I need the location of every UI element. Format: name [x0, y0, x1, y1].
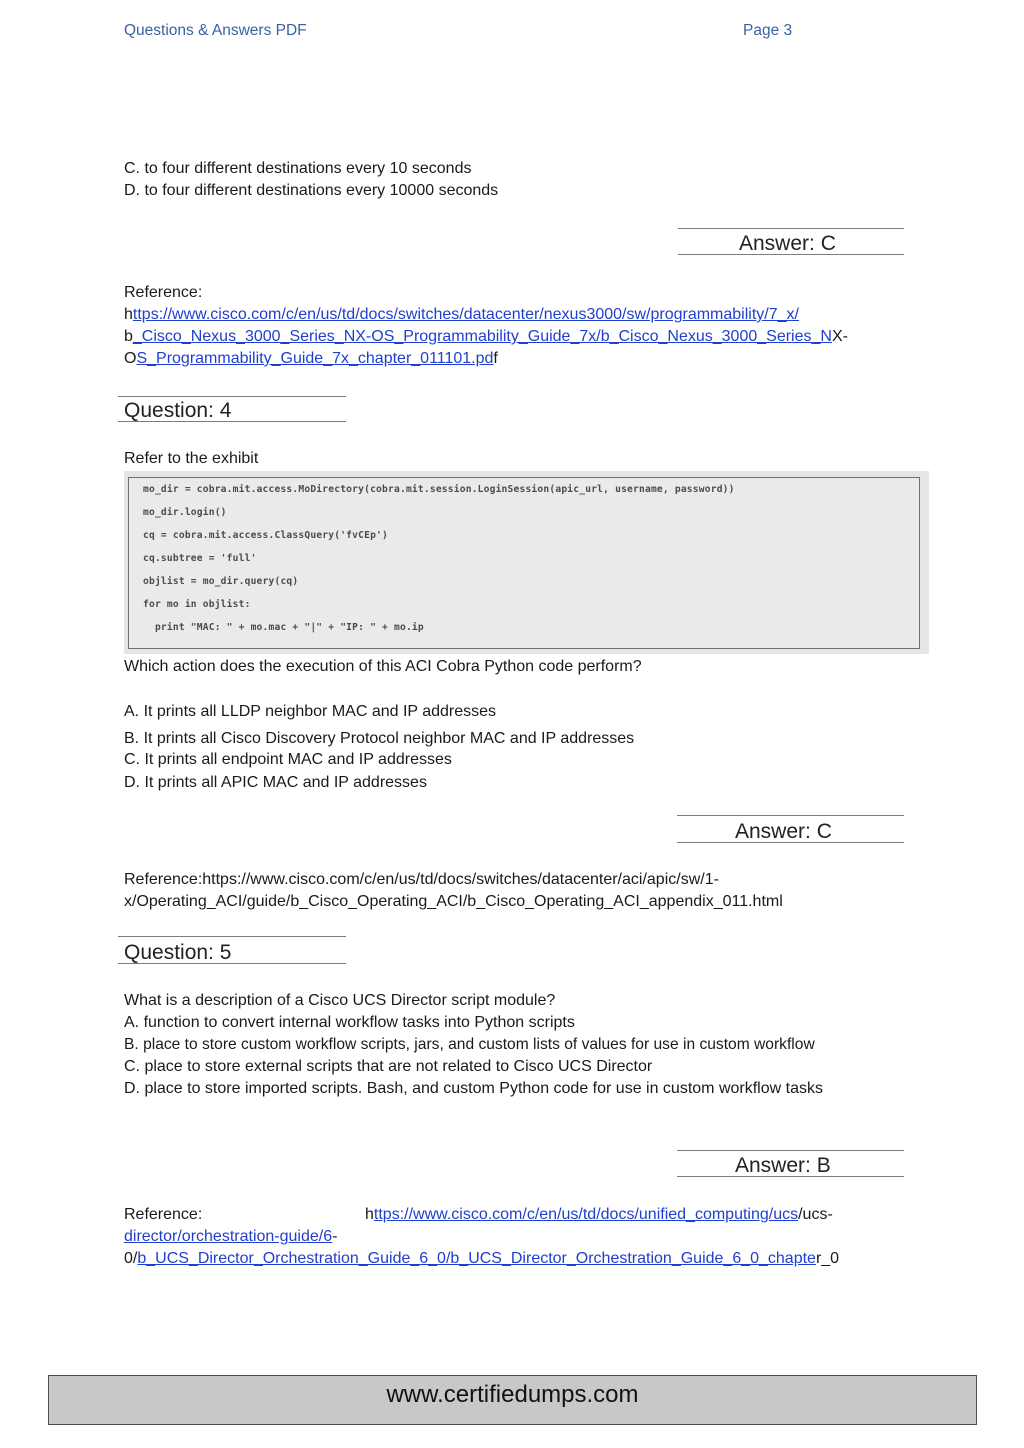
- code-line-5: objlist = mo_dir.query(cq): [143, 576, 299, 587]
- q5-ref-prefix-1: h: [365, 1206, 374, 1223]
- q4-option-c: C. It prints all endpoint MAC and IP addresses: [124, 751, 452, 768]
- q3-ref-prefix-2: b: [124, 328, 133, 345]
- q3-answer: Answer: C: [739, 232, 836, 255]
- q5-reference-link-3[interactable]: b_UCS_Director_Orchestration_Guide_6_0/b_UCS_Director_Orchestration_Guide_6_0_chapte: [137, 1250, 816, 1267]
- q3-ref-prefix-1: h: [124, 306, 133, 323]
- q5-reference-link-1[interactable]: ttps://www.cisco.com/c/en/us/td/docs/unified_computing/ucs: [373, 1206, 799, 1223]
- q3-reference-link-1[interactable]: ttps://www.cisco.com/c/en/us/td/docs/switches/datacenter/nexus3000/sw/programmability/7_x/: [132, 306, 799, 323]
- q5-option-d: D. place to store imported scripts. Bash, and custom Python code for use in custom workflow tasks: [124, 1080, 823, 1097]
- q5-reference-link-2[interactable]: director/orchestration-guide/6: [124, 1228, 333, 1245]
- q5-reference-line-2: [124, 1226, 337, 1248]
- q5-ref-suffix-2: -: [332, 1228, 338, 1245]
- answer-rule-top: [677, 815, 904, 816]
- question-rule-bottom: [118, 963, 346, 964]
- q4-option-b: B. It prints all Cisco Discovery Protocol neighbor MAC and IP addresses: [124, 730, 635, 747]
- answer-rule-top: [677, 1150, 904, 1151]
- q3-ref-suffix-3: f: [493, 350, 498, 367]
- q5-answer: Answer: B: [735, 1154, 831, 1177]
- q4-reference-line-2: x/Operating_ACI/guide/b_Cisco_Operating_ACI/b_Cisco_Operating_ACI_appendix_011.html: [124, 893, 783, 910]
- question-rule-bottom: [118, 421, 346, 422]
- q3-reference-link-3[interactable]: S_Programmability_Guide_7x_chapter_011101.pd: [136, 350, 494, 367]
- q3-reference-line-1: [124, 304, 799, 326]
- q5-ref-suffix-3: r_0: [815, 1250, 840, 1267]
- q5-reference-line-1: [365, 1204, 833, 1226]
- page-number: Page 3: [743, 22, 793, 39]
- code-line-4: cq.subtree = 'full': [143, 553, 257, 564]
- q5-option-a: A. function to convert internal workflow tasks into Python scripts: [124, 1014, 575, 1031]
- q4-reference-line-1: Reference:https://www.cisco.com/c/en/us/td/docs/switches/datacenter/aci/apic/sw/1-: [124, 871, 719, 888]
- answer-rule-top: [678, 228, 904, 229]
- q5-option-c: C. place to store external scripts that are not related to Cisco UCS Director: [124, 1058, 653, 1075]
- q3-option-c: C. to four different destinations every 10 seconds: [124, 160, 472, 177]
- answer-rule-bottom: [677, 842, 904, 843]
- question-rule-top: [118, 396, 346, 397]
- footer-site-link[interactable]: www.certifiedumps.com: [386, 1381, 639, 1408]
- code-exhibit-frame: [128, 477, 920, 649]
- q5-option-b: B. place to store custom workflow scripts, jars, and custom lists of values for use in custom workflow: [124, 1036, 815, 1053]
- q5-reference-label: Reference:: [124, 1206, 203, 1223]
- q5-ref-prefix-3: 0/: [124, 1250, 138, 1267]
- q4-option-a: A. It prints all LLDP neighbor MAC and IP addresses: [124, 703, 497, 720]
- footer-banner: [48, 1375, 977, 1425]
- q3-reference-line-3: [124, 348, 498, 370]
- code-line-6: for mo in objlist:: [143, 599, 251, 610]
- code-line-1: mo_dir = cobra.mit.access.MoDirectory(cobra.mit.session.LoginSession(apic_url, username, password)): [143, 484, 735, 495]
- question-rule-top: [118, 936, 346, 937]
- answer-rule-bottom: [677, 1176, 904, 1177]
- code-line-7: print "MAC: " + mo.mac + "|" + "IP: " + mo.ip: [143, 622, 424, 633]
- q4-title: Question: 4: [124, 399, 232, 422]
- q3-ref-prefix-3: O: [124, 350, 137, 367]
- q5-ref-suffix-1: /ucs-: [798, 1206, 833, 1223]
- q3-reference-line-2: [124, 326, 848, 348]
- q4-intro: Refer to the exhibit: [124, 450, 259, 467]
- code-line-3: cq = cobra.mit.access.ClassQuery('fvCEp'): [143, 530, 389, 541]
- q5-title: Question: 5: [124, 941, 232, 964]
- q5-question: What is a description of a Cisco UCS Director script module?: [124, 992, 556, 1009]
- q3-reference-label: Reference:: [124, 284, 203, 301]
- q5-reference-line-3: [124, 1248, 839, 1270]
- code-line-2: mo_dir.login(): [143, 507, 227, 518]
- q3-option-d: D. to four different destinations every 10000 seconds: [124, 182, 499, 199]
- answer-rule-bottom: [678, 254, 904, 255]
- q4-question: Which action does the execution of this ACI Cobra Python code perform?: [124, 658, 642, 675]
- document-header-title: Questions & Answers PDF: [124, 22, 307, 39]
- q3-ref-suffix-2: X-: [831, 328, 848, 345]
- q4-option-d: D. It prints all APIC MAC and IP addresses: [124, 774, 427, 791]
- q3-reference-link-2[interactable]: _Cisco_Nexus_3000_Series_NX-OS_Programmability_Guide_7x/b_Cisco_Nexus_3000_Series_N: [132, 328, 832, 345]
- code-exhibit-image: [124, 471, 929, 654]
- q4-answer: Answer: C: [735, 820, 832, 843]
